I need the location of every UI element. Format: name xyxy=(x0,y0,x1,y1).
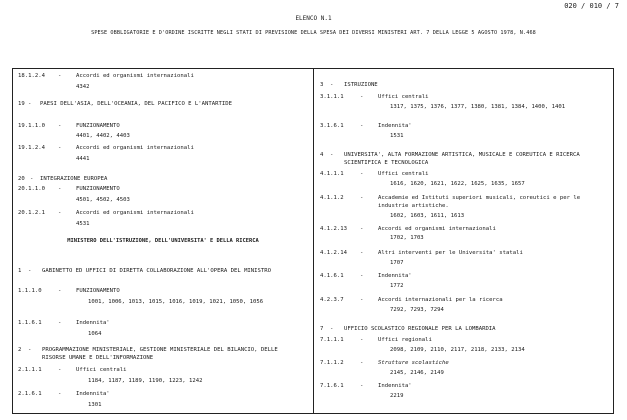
list-item: 18.1.2.4 - Accordi ed organismi internazionali 4342 xyxy=(18,73,194,90)
column-divider xyxy=(313,68,314,414)
elenco-label: ELENCO N.1 xyxy=(295,15,332,22)
page-number: 020 / 010 / 7 xyxy=(564,2,619,10)
ministry-heading: MINISTERO DELL'ISTRUZIONE, DELL'UNIVERSITA' E DELLA RICERCA xyxy=(67,238,259,244)
document-heading: SPESE OBBLIGATORIE E D'ORDINE ISCRITTE NEGLI STATI DI PREVISIONE DELLA SPESA DEI DIVERSI MINISTERI ART. 7 DELLA LEGGE 5 AGOSTO 1978, N.468 xyxy=(91,30,536,36)
